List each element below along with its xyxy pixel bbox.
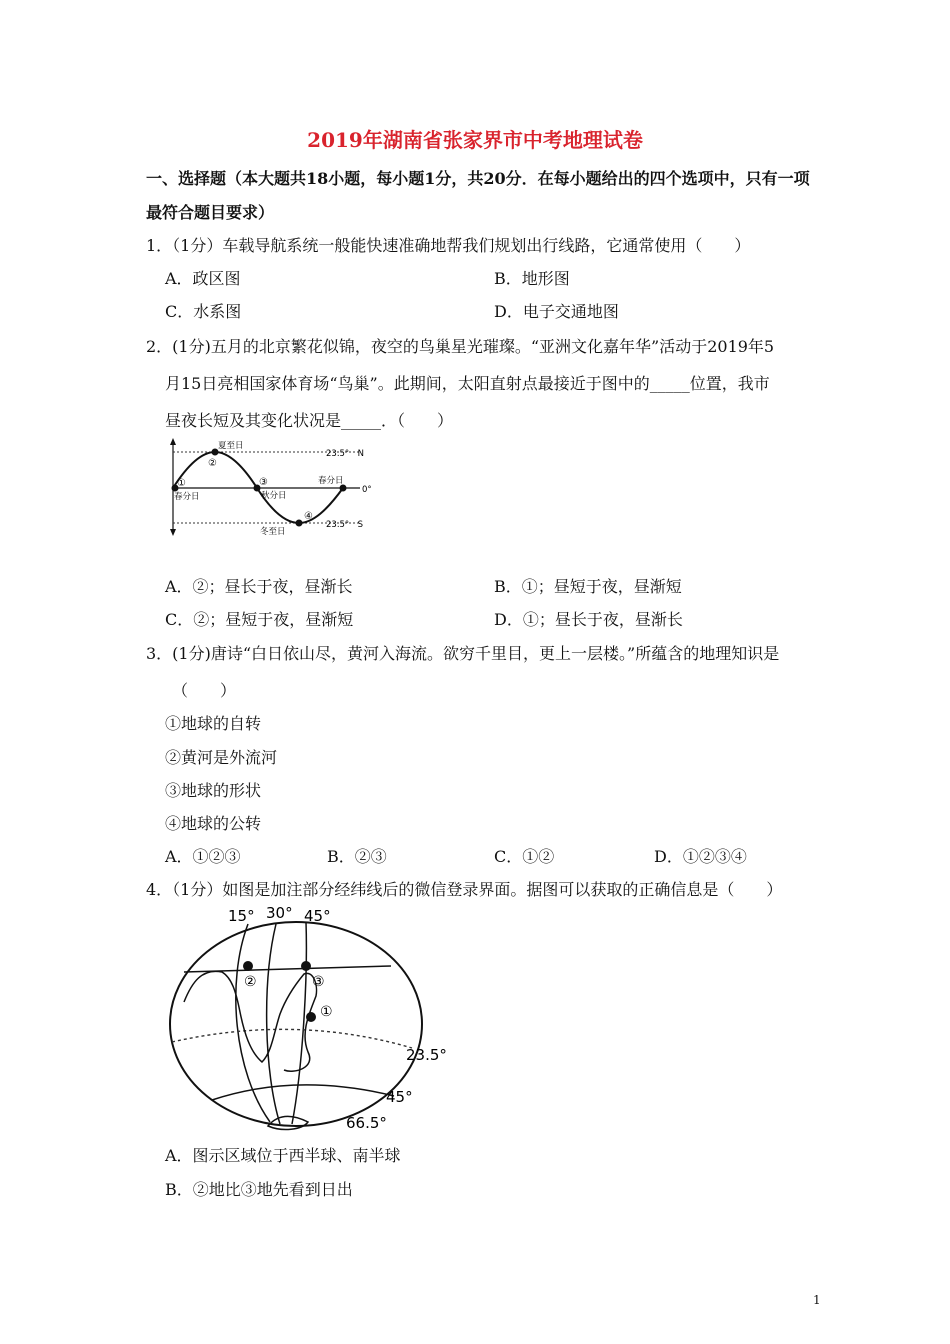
question-4-option-a: A．图示区域位于西半球、南半球 [165, 1146, 401, 1165]
label-lat-north: 23.5° N [326, 449, 365, 459]
question-3-option-b: B．②③ [327, 847, 387, 866]
question-1-option-b: B．地形图 [494, 269, 570, 288]
marker-dot-1 [306, 1012, 316, 1022]
label-lon-30: 30° [266, 904, 293, 922]
label-winter-solstice: 冬至日 [260, 527, 286, 537]
label-lat-45: 45° [386, 1088, 413, 1106]
label-marker-3: ③ [259, 477, 268, 488]
label-marker-3: ③ [312, 974, 325, 990]
question-3-item-1: ①地球的自转 [165, 714, 262, 733]
marker-dot-4 [296, 520, 303, 527]
section-heading-line1: 一、选择题（本大题共18小题，每小题1分，共20分．在每小题给出的四个选项中，只有一项 [146, 169, 810, 188]
wechat-globe-diagram [166, 902, 456, 1138]
question-3-option-a: A．①②③ [165, 847, 241, 866]
label-equator: 0° [362, 485, 372, 495]
question-1-option-c: C．水系图 [165, 302, 242, 321]
page-number: 1 [813, 1293, 821, 1307]
label-summer-solstice: 夏至日 [218, 441, 244, 451]
label-lat-23-5: 23.5° [406, 1046, 447, 1064]
label-marker-2: ② [244, 974, 257, 990]
question-2-stem-line2: 月15日亮相国家体育场“鸟巢”。此期间，太阳直射点最接近于图中的_____位置，我市 [165, 374, 770, 393]
question-3-option-c: C．①② [494, 847, 555, 866]
question-3-item-4: ④地球的公转 [165, 814, 262, 833]
label-lat-66-5: 66.5° [346, 1114, 387, 1132]
question-2-option-d: D．①；昼长于夜，昼渐长 [494, 610, 683, 629]
question-2-stem-line3: 昼夜长短及其变化状况是_____．（ ） [165, 411, 454, 430]
question-1-option-d: D．电子交通地图 [494, 302, 619, 321]
label-lat-south: 23.5° S [326, 520, 364, 530]
question-1-option-a: A．政区图 [165, 269, 241, 288]
question-4-option-b: B．②地比③地先看到日出 [165, 1180, 353, 1199]
question-1-stem: 1．（1分）车载导航系统一般能快速准确地帮我们规划出行线路，它通常使用（ ） [146, 236, 751, 255]
label-marker-2: ② [208, 458, 217, 469]
label-marker-4: ④ [304, 511, 313, 522]
label-autumn-equinox: 秋分日 [261, 491, 287, 501]
question-3-item-3: ③地球的形状 [165, 781, 262, 800]
label-spring-equinox-right: 春分日 [318, 476, 344, 486]
marker-dot-2 [243, 961, 253, 971]
label-marker-1: ① [320, 1004, 333, 1020]
marker-dot-3 [301, 961, 311, 971]
label-marker-1: ① [177, 478, 186, 489]
label-lon-15: 15° [228, 907, 255, 925]
question-4-stem: 4．（1分）如图是加注部分经纬线后的微信登录界面。据图可以获取的正确信息是（ ） [146, 880, 783, 899]
question-3-stem-line2: （ ） [172, 681, 237, 700]
question-2-option-b: B．①；昼短于夜，昼渐短 [494, 577, 682, 596]
label-spring-equinox-left: 春分日 [174, 492, 200, 502]
question-3-option-d: D．①②③④ [654, 847, 747, 866]
question-3-item-2: ②黄河是外流河 [165, 748, 278, 767]
label-lon-45: 45° [304, 907, 331, 925]
question-2-option-a: A．②；昼长于夜，昼渐长 [165, 577, 353, 596]
question-2-option-c: C．②；昼短于夜，昼渐短 [165, 610, 354, 629]
question-3-stem-line1: 3．(1分)唐诗“白日依山尽，黄河入海流。欲穷千里目，更上一层楼。”所蕴含的地理知识是 [146, 644, 780, 663]
page-title: 2019年湖南省张家界市中考地理试卷 [307, 128, 643, 152]
sun-direct-point-diagram [160, 436, 390, 538]
section-heading-line2: 最符合题目要求） [146, 203, 275, 222]
question-2-stem-line1: 2．(1分)五月的北京繁花似锦，夜空的鸟巢星光璀璨。“亚洲文化嘉年华”活动于2019年5 [146, 337, 775, 356]
